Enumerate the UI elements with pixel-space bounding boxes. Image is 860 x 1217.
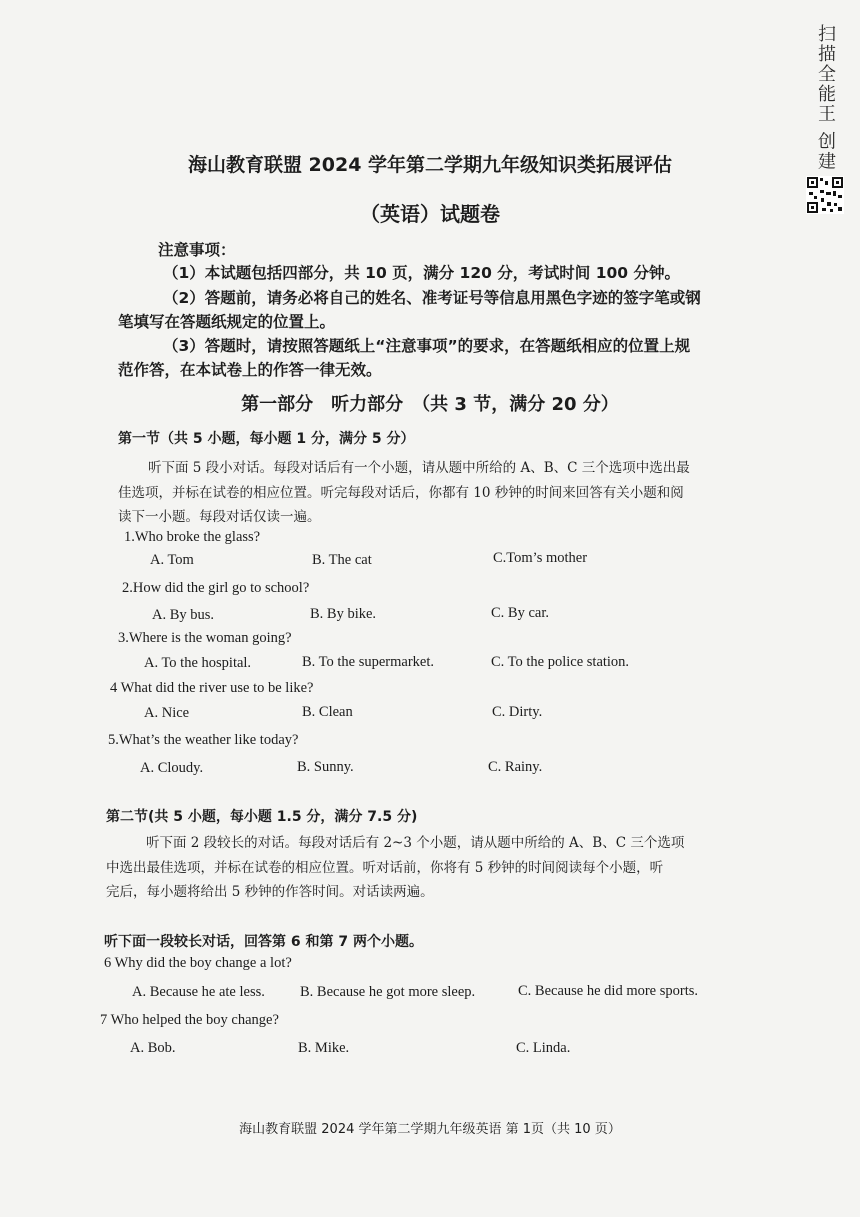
section-two-instruction-2: 中选出最佳选项，并标在试卷的相应位置。听对话前，你将有 5 秒钟的时间阅读每个小题，听 — [106, 860, 664, 876]
section-two-instruction-1: 听下面 2 段较长的对话。每段对话后有 2~3 个小题，请从题中所给的 A、B、C 三个选项 — [146, 835, 685, 851]
question-7-option-b: B. Mike. — [298, 1040, 350, 1056]
section-one-heading: 第一节（共 5 小题，每小题 1 分，满分 5 分） — [118, 431, 415, 447]
question-3-option-a: A. To the hospital. — [144, 655, 252, 671]
section-two-heading: 第二节(共 5 小题，每小题 1.5 分，满分 7.5 分) — [106, 809, 418, 825]
question-2-option-c: C. By car. — [491, 605, 549, 621]
question-6: 6 Why did the boy change a lot? — [104, 955, 292, 971]
question-6-option-a: A. Because he ate less. — [132, 984, 265, 1000]
notice-line-2a: （2）答题前，请务必将自己的姓名、准考证号等信息用黑色字迹的签字笔或钢 — [163, 289, 701, 307]
exam-title: 海山教育联盟 2024 学年第二学期九年级知识类拓展评估 — [187, 154, 673, 176]
question-2-option-b: B. By bike. — [310, 606, 377, 622]
question-7-option-a: A. Bob. — [130, 1040, 176, 1056]
part-one-heading: 第一部分 听力部分 （共 3 节，满分 20 分） — [241, 394, 619, 415]
scanner-watermark: 扫描全能王 创建 — [815, 24, 836, 172]
question-3-option-c: C. To the police station. — [491, 654, 630, 670]
notice-heading: 注意事项： — [158, 241, 236, 259]
question-5-option-a: A. Cloudy. — [140, 760, 204, 776]
question-5-option-b: B. Sunny. — [297, 759, 354, 775]
question-1: 1.Who broke the glass? — [124, 529, 261, 545]
question-5-option-c: C. Rainy. — [488, 759, 543, 775]
question-1-option-c: C.Tom’s mother — [493, 550, 588, 566]
notice-line-3a: （3）答题时，请按照答题纸上“注意事项”的要求，在答题纸相应的位置上规 — [163, 337, 691, 355]
section-one-instruction-3: 读下一小题。每段对话仅读一遍。 — [118, 509, 321, 525]
exam-subtitle: （英语）试题卷 — [360, 202, 500, 226]
question-1-option-a: A. Tom — [150, 552, 194, 568]
question-4: 4 What did the river use to be like? — [110, 680, 314, 696]
question-5: 5.What’s the weather like today? — [108, 732, 299, 748]
question-2-option-a: A. By bus. — [152, 607, 215, 623]
question-2: 2.How did the girl go to school? — [122, 580, 310, 596]
question-6-option-c: C. Because he did more sports. — [518, 983, 699, 999]
question-4-option-b: B. Clean — [302, 704, 353, 720]
section-one-instruction-2: 佳选项，并标在试卷的相应位置。听完每段对话后，你都有 10 秒钟的时间来回答有关小题和阅 — [118, 485, 684, 501]
question-7-option-c: C. Linda. — [516, 1040, 571, 1056]
dialog-heading: 听下面一段较长对话，回答第 6 和第 7 两个小题。 — [104, 934, 423, 950]
section-two-instruction-3: 完后，每小题将给出 5 秒钟的作答时间。对话读两遍。 — [106, 884, 434, 900]
notice-line-1: （1）本试题包括四部分，共 10 页，满分 120 分，考试时间 100 分钟。 — [163, 264, 680, 282]
question-6-option-b: B. Because he got more sleep. — [300, 984, 476, 1000]
question-1-option-b: B. The cat — [312, 552, 372, 568]
page-footer: 海山教育联盟 2024 学年第二学期九年级英语 第 1页（共 10 页） — [239, 1122, 621, 1137]
question-3-option-b: B. To the supermarket. — [302, 654, 435, 670]
question-4-option-a: A. Nice — [144, 705, 190, 721]
section-one-instruction-1: 听下面 5 段小对话。每段对话后有一个小题，请从题中所给的 A、B、C 三个选项中选出最 — [148, 460, 690, 476]
notice-line-2b: 笔填写在答题纸规定的位置上。 — [118, 313, 336, 331]
question-3: 3.Where is the woman going? — [118, 630, 292, 646]
notice-line-3b: 范作答，在本试卷上的作答一律无效。 — [118, 361, 382, 379]
question-4-option-c: C. Dirty. — [492, 704, 543, 720]
question-7: 7 Who helped the boy change? — [100, 1012, 279, 1028]
